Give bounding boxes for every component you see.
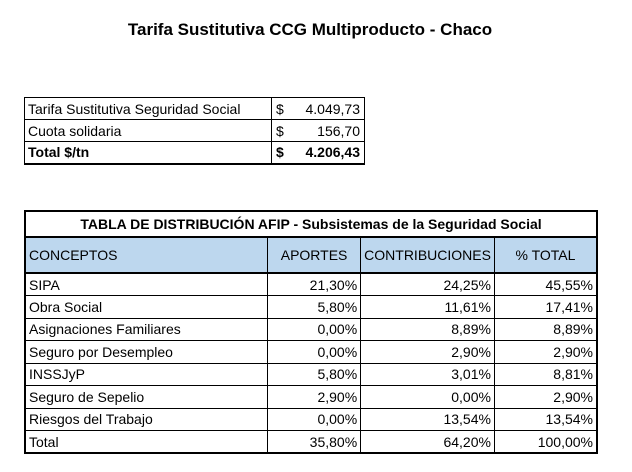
table-row [25, 363, 597, 386]
summary-label: Tarifa Sustitutiva Seguridad Social [25, 98, 272, 120]
total-cell: 8,81% [494, 363, 597, 386]
total-cell: 2,90% [494, 341, 597, 364]
header-contribuciones: CONTRIBUCIONES [361, 237, 495, 273]
total-cell: 13,54% [494, 408, 597, 431]
distribution-header-row [25, 237, 597, 273]
aportes-cell: 21,30% [267, 273, 360, 296]
total-cell: 2,90% [494, 386, 597, 409]
concepto-cell: SIPA [25, 273, 267, 296]
concepto-cell: Obra Social [25, 296, 267, 319]
summary-table [24, 97, 365, 165]
aportes-cell: 2,90% [267, 386, 360, 409]
aportes-cell: 0,00% [267, 318, 360, 341]
contribuciones-cell: 2,90% [361, 341, 495, 364]
summary-total-value: 4.206,43 [305, 144, 360, 161]
contribuciones-cell: 24,25% [361, 273, 495, 296]
table-row [25, 341, 597, 364]
summary-label: Cuota solidaria [25, 120, 272, 142]
summary-value: 156,70 [317, 122, 360, 139]
concepto-cell: INSSJyP [25, 363, 267, 386]
currency-symbol: $ [276, 122, 284, 139]
contribuciones-cell: 11,61% [361, 296, 495, 319]
table-row [25, 296, 597, 319]
contribuciones-cell: 64,20% [361, 431, 495, 454]
currency-symbol: $ [276, 100, 284, 117]
distribution-caption-row [25, 211, 597, 237]
header-total: % TOTAL [494, 237, 597, 273]
summary-row [25, 120, 365, 142]
concepto-cell: Seguro por Desempleo [25, 341, 267, 364]
summary-value: 4.049,73 [305, 100, 360, 117]
total-cell: 45,55% [494, 273, 597, 296]
distribution-table [24, 210, 598, 454]
summary-amount [272, 120, 365, 142]
total-cell: 17,41% [494, 296, 597, 319]
summary-amount [272, 98, 365, 120]
total-row [25, 431, 597, 454]
contribuciones-cell: 3,01% [361, 363, 495, 386]
concepto-cell: Total [25, 431, 267, 454]
header-conceptos: CONCEPTOS [25, 237, 267, 273]
table-row [25, 273, 597, 296]
aportes-cell: 5,80% [267, 296, 360, 319]
summary-total-amount [272, 142, 365, 164]
total-cell: 100,00% [494, 431, 597, 454]
aportes-cell: 5,80% [267, 363, 360, 386]
summary-row [25, 98, 365, 120]
table-row [25, 408, 597, 431]
concepto-cell: Seguro de Sepelio [25, 386, 267, 409]
aportes-cell: 0,00% [267, 408, 360, 431]
summary-total-row [25, 142, 365, 164]
table-row [25, 318, 597, 341]
distribution-caption: TABLA DE DISTRIBUCIÓN AFIP - Subsistemas de la Seguridad Social [25, 211, 597, 237]
contribuciones-cell: 13,54% [361, 408, 495, 431]
table-row [25, 386, 597, 409]
aportes-cell: 0,00% [267, 341, 360, 364]
summary-total-label: Total $/tn [25, 142, 272, 164]
contribuciones-cell: 0,00% [361, 386, 495, 409]
aportes-cell: 35,80% [267, 431, 360, 454]
contribuciones-cell: 8,89% [361, 318, 495, 341]
concepto-cell: Asignaciones Familiares [25, 318, 267, 341]
concepto-cell: Riesgos del Trabajo [25, 408, 267, 431]
header-aportes: APORTES [267, 237, 360, 273]
page-title: Tarifa Sustitutiva CCG Multiproducto - Chaco [127, 20, 493, 39]
currency-symbol: $ [276, 144, 284, 161]
total-cell: 8,89% [494, 318, 597, 341]
